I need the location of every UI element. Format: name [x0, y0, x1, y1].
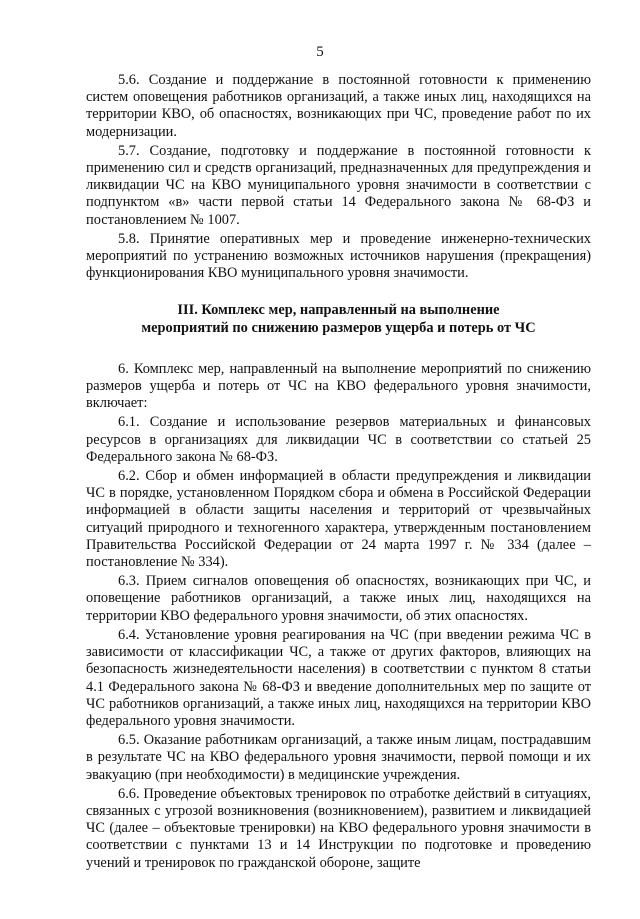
document-body: [86, 72, 591, 872]
paragraph-5-6: 5.6. Создание и поддержание в постоянной готовности к применению систем оповещения работников организаций, а также иных лиц, находящихся на территории КВО, об опасностях, возникающих при ЧС, проведение работ по их модернизации.: [86, 72, 591, 140]
paragraph-5-8: 5.8. Принятие оперативных мер и проведение инженерно-технических мероприятий по устранению возможных источников нарушения (прекращения) функционирования КВО муниципального уровня значимости.: [86, 230, 591, 282]
paragraph-6: 6. Комплекс мер, направленный на выполнение мероприятий по снижению размеров ущерба и потерь от ЧС на КВО федерального уровня значимости, включает:: [86, 360, 591, 412]
paragraph-6-6: 6.6. Проведение объектовых тренировок по отработке действий в ситуациях, связанных с угрозой возникновения (возникновением), развитием и ликвидацией ЧС (далее – объектовые тренировки) на КВО федерального уровня значимости в соответствии с пунктами 13 и 14 Инструкции по подготовке и проведению учений и тренировок по гражданской обороне, защите: [86, 785, 591, 871]
paragraph-6-5: 6.5. Оказание работникам организаций, а также иным лицам, пострадавшим в результате ЧС на КВО федерального уровня значимости, первой помощи и их эвакуацию (при необходимости) в медицинские учреждения.: [86, 732, 591, 783]
section-heading: [86, 302, 591, 336]
section-heading-line-1: III. Комплекс мер, направленный на выполнение: [177, 302, 500, 319]
paragraph-6-2: 6.2. Сбор и обмен информацией в области предупреждения и ликвидации ЧС в порядке, установленном Порядком сбора и обмена в Российской Федерации информацией в области защиты населения и территорий от чрезвычайных ситуаций природного и техногенного характера, утвержденным постановлением Правительства Российской Федерации от 24 марта 1997 г. № 334 (далее – постановление № 334).: [86, 468, 591, 571]
paragraph-6-3: 6.3. Прием сигналов оповещения об опасностях, возникающих при ЧС, и оповещение работников организаций, а также иных лиц, находящихся на территории КВО федерального уровня значимости, об этих опасностях.: [86, 573, 591, 624]
section-heading-line-2: мероприятий по снижению размеров ущерба и потерь от ЧС: [141, 319, 536, 336]
paragraph-6-4: 6.4. Установление уровня реагирования на ЧС (при введении режима ЧС в зависимости от классификации ЧС, а также от других факторов, влияющих на безопасность жизнедеятельности населения) в соответствии с пунктом 8 статьи 4.1 Федерального закона № 68-ФЗ и введение дополнительных мер по защите от ЧС работников организаций, а также иных лиц, находящихся на территории КВО федерального уровня значимости.: [86, 626, 591, 729]
paragraph-5-7: 5.7. Создание, подготовку и поддержание в постоянной готовности к применению сил и средств организаций, предназначенных для предупреждения и ликвидации ЧС на КВО муниципального уровня значимости в соответствии с подпунктом «в» части первой статьи 14 Федерального закона № 68-ФЗ и постановлением № 1007.: [86, 142, 591, 228]
page-number: 5: [316, 44, 324, 60]
paragraph-6-1: 6.1. Создание и использование резервов материальных и финансовых ресурсов в организациях для ликвидации ЧС в соответствии со статьей 25 Федерального закона № 68-ФЗ.: [86, 414, 591, 465]
